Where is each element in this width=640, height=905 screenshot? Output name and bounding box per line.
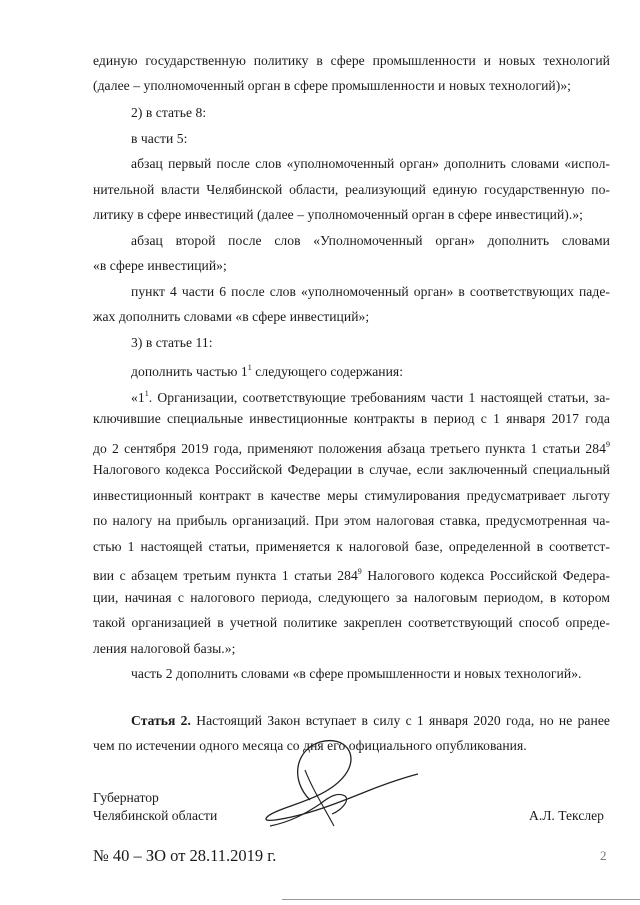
superscript: 1 (247, 363, 252, 372)
text-fragment: дополнить частью 1 (131, 364, 248, 379)
text-line: абзац второй после слов «Уполномоченный орган» дополнить словами (131, 233, 610, 248)
superscript: 9 (357, 567, 362, 576)
text-line (131, 359, 403, 381)
signer-region: Челябинской области (93, 808, 218, 823)
text-line: нительной власти Челябинской области, реализующий единую государственную по- (93, 182, 610, 197)
text-fragment: до 2 сентября 2019 года, применяют положения абзаца третьего пункта 1 статьи 284 (93, 441, 606, 456)
text-line: ключившие специальные инвестиционные контракты в период с 1 января 2017 года (93, 411, 610, 426)
text-line (93, 563, 610, 585)
text-fragment: . Организации, соответствующие требованиям части 1 настоящей статьи, за- (148, 390, 610, 405)
article-2-label: Статья 2. (131, 713, 191, 728)
text-line: жах дополнить словами «в сфере инвестиций»; (93, 309, 370, 324)
text-line: литику в сфере инвестиций (далее – уполномоченный орган в сфере инвестиций).»; (93, 207, 583, 222)
signature-icon (250, 730, 420, 840)
text-line: инвестиционный контракт в качестве меры стимулирования предусматривает льготу (93, 488, 610, 503)
text-line: единую государственную политику в сфере промышленности и новых технологий (93, 53, 610, 68)
text-line (93, 436, 610, 458)
text-line: абзац первый после слов «уполномоченный орган» дополнить словами «испол- (131, 156, 610, 171)
law-number: № 40 – ЗО от 28.11.2019 г. (93, 846, 277, 865)
text-line: такой организацией в учетной политике закреплен соответствующий способ опреде- (93, 615, 610, 630)
text-line (131, 385, 610, 407)
text-line: чем по истечении одного месяца со дня его официального опубликования. (93, 738, 527, 753)
text-fragment: следующего содержания: (251, 364, 404, 379)
text-line: «в сфере инвестиций»; (93, 258, 227, 273)
text-line: ления налоговой базы.»; (93, 641, 236, 656)
text-line: (далее – уполномоченный орган в сфере промышленности и новых технологий)»; (93, 78, 572, 93)
list-item-2: 2) в статье 8: (131, 105, 207, 120)
article-2-heading-line (131, 712, 610, 730)
superscript: 9 (605, 440, 610, 449)
text-line: часть 2 дополнить словами «в сфере промышленности и новых технологий». (131, 666, 582, 681)
signer-name: А.Л. Текслер (529, 808, 604, 823)
text-line: ции, начиная с налогового периода, следующего за налоговым периодом, в котором (93, 590, 610, 605)
article-2-text: Настоящий Закон вступает в силу с 1 января 2020 года, но не ранее (196, 713, 610, 728)
page-number: 2 (600, 848, 607, 863)
signer-position: Губернатор (93, 790, 159, 805)
bottom-rule (282, 899, 640, 900)
text-line: Налогового кодекса Российской Федерации в случае, если заключенный специальный (93, 462, 610, 477)
text-fragment: вии с абзацем третьим пункта 1 статьи 284 (93, 568, 358, 583)
list-item-3: 3) в статье 11: (131, 335, 213, 350)
text-line: стью 1 настоящей статьи, применяется к налоговой базе, определенной в соответст- (93, 539, 610, 554)
superscript: 1 (144, 389, 149, 398)
text-fragment: «1 (131, 390, 145, 405)
text-line: по налогу на прибыль организаций. При этом налоговая ставка, предусмотренная ча- (93, 513, 610, 528)
text-fragment: Налогового кодекса Российской Федера- (361, 568, 610, 583)
text-line: пункт 4 части 6 после слов «уполномоченный орган» в соответствующих паде- (131, 284, 610, 299)
text-line: в части 5: (131, 131, 188, 146)
